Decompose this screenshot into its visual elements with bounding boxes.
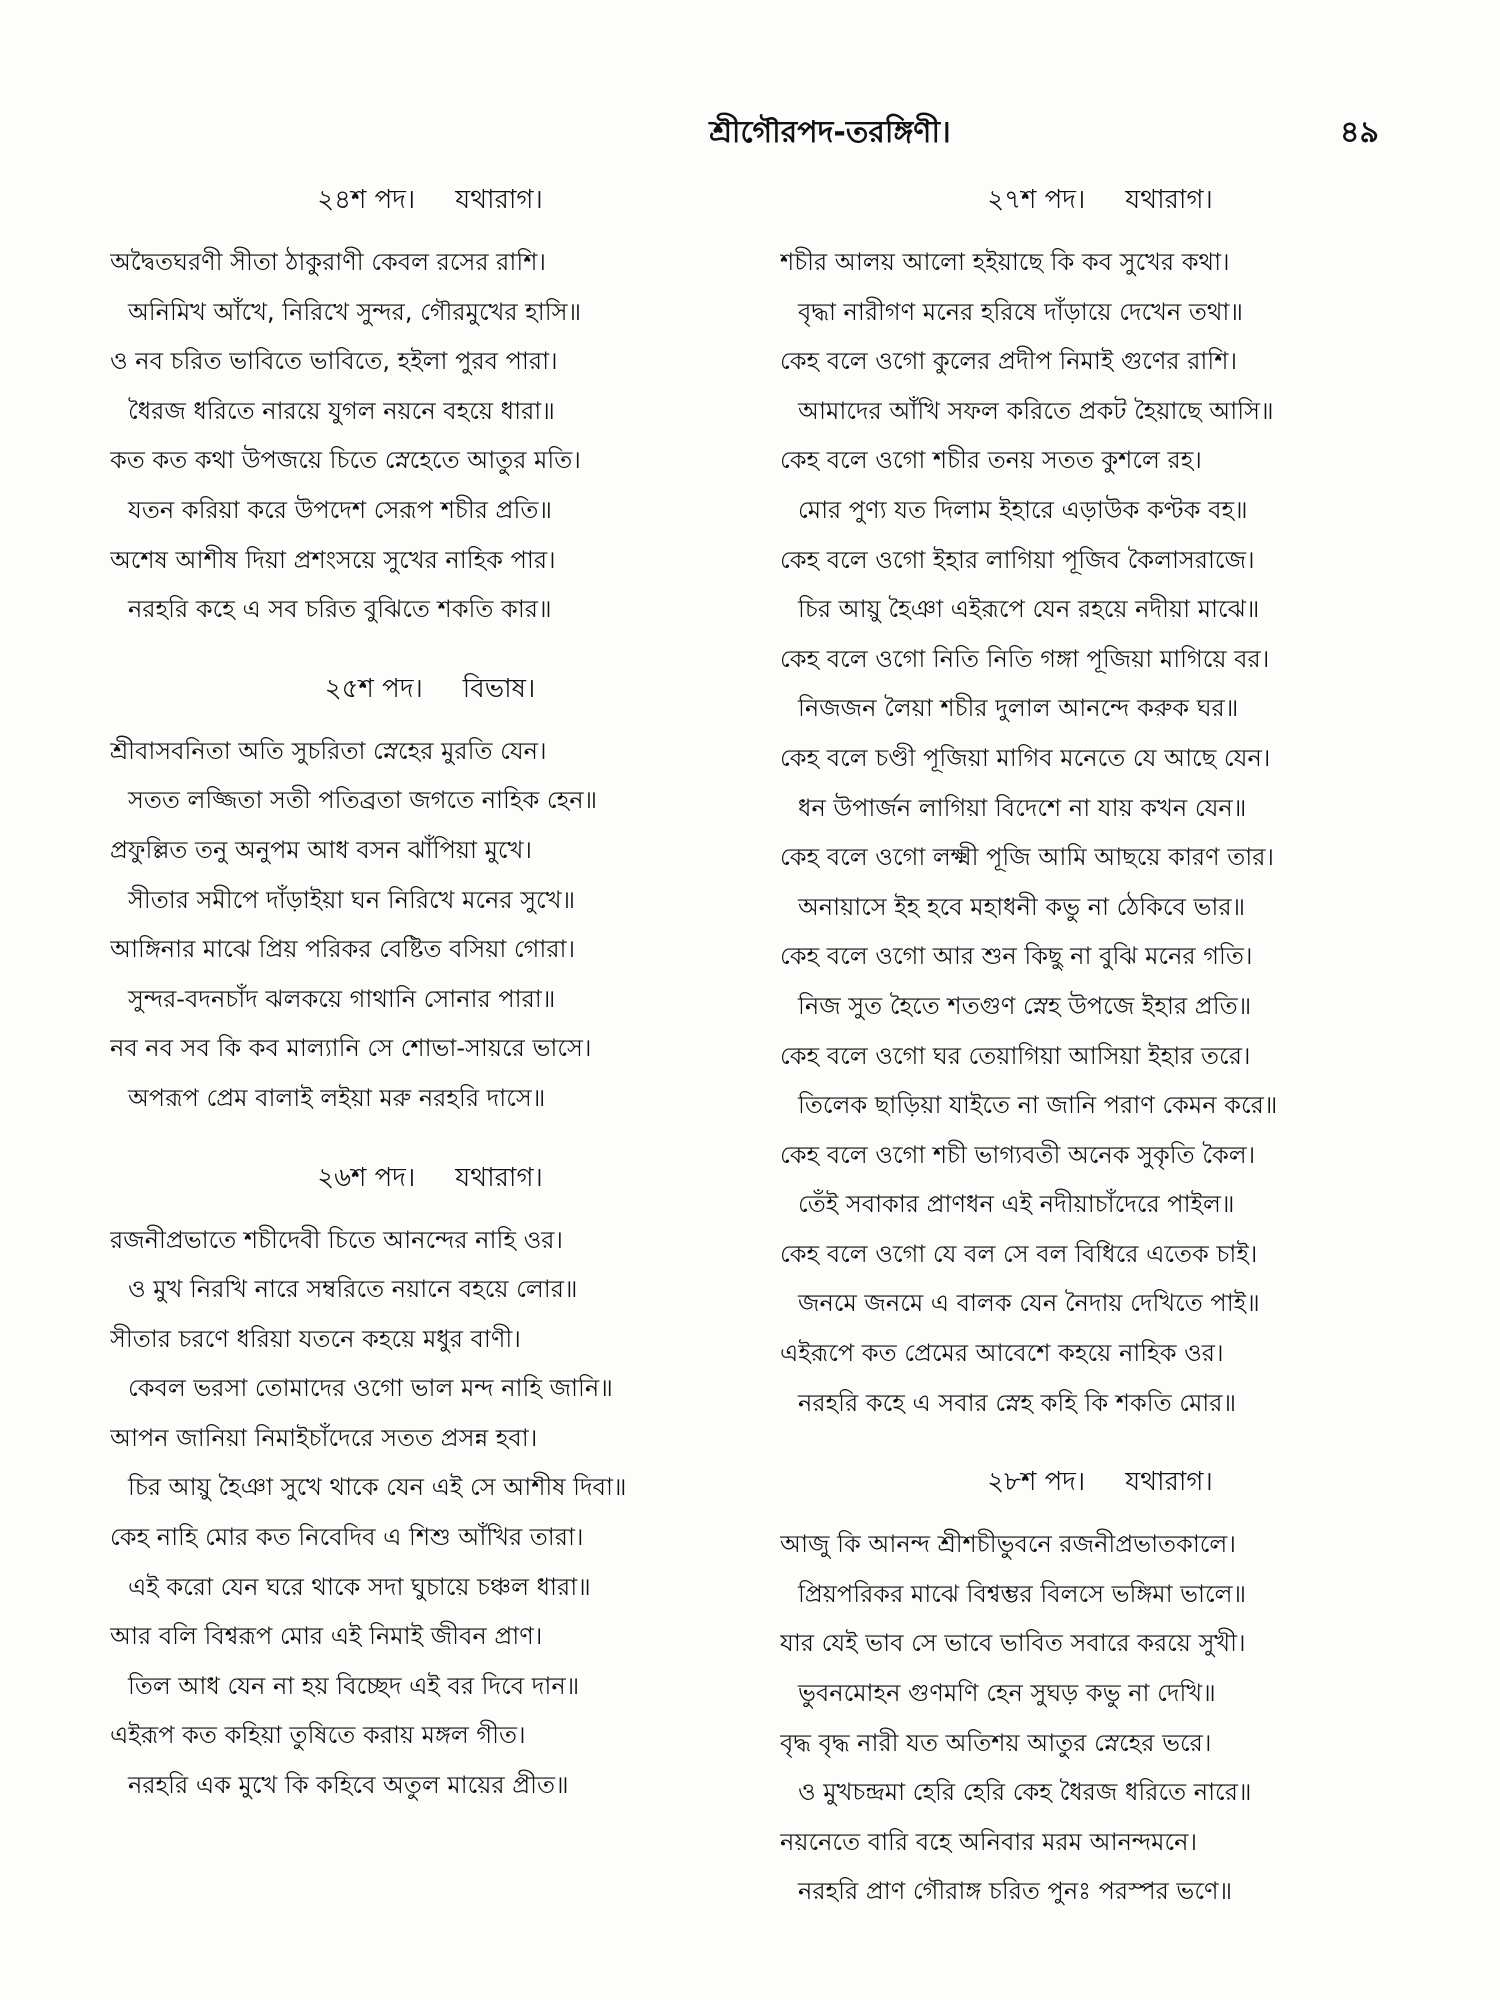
poem-number: ২৭শ পদ।	[987, 185, 1086, 215]
poem-line: অপরূপ প্রেম বালাই লইয়া মরু নরহরি দাসে॥	[128, 1083, 546, 1112]
poem-number: ২৪শ পদ।	[317, 185, 416, 215]
poem-line: ধন উপার্জন লাগিয়া বিদেশে না যায় কখন যেন॥	[798, 793, 1247, 822]
poem-number: ২৮শ পদ।	[987, 1467, 1086, 1498]
poem-line: কেহ বলে ওগো কুলের প্রদীপ নিমাই গুণের রাশি।	[780, 347, 1238, 376]
poem-27	[780, 180, 1420, 1428]
poem-line: কেহ নাহি মোর কত নিবেদিব এ শিশু আঁখির তারা।	[110, 1523, 584, 1552]
poem-line: ভুবনমোহন গুণমণি হেন সুঘড় কভু না দেখি॥	[798, 1679, 1216, 1708]
poem-line: সীতার চরণে ধরিয়া যতনে কহয়ে মধুর বাণী।	[110, 1324, 521, 1353]
page-number: ৪৯	[1340, 115, 1379, 150]
poem-line: ও নব চরিত ভাবিতে ভাবিতে, হইলা পুরব পারা।	[110, 347, 558, 376]
poem-line: এইরূপ কত কহিয়া তুষিতে করায় মঙ্গল গীত।	[110, 1721, 526, 1750]
poem-heading	[110, 180, 750, 220]
poem-line: কেহ বলে ওগো শচীর তনয় সতত কুশলে রহ।	[780, 446, 1202, 475]
poem-heading	[780, 1462, 1420, 1502]
poem-number: ২৬শ পদ।	[317, 1162, 416, 1193]
poem-line: আপন জানিয়া নিমাইচাঁদেরে সতত প্রসন্ন হবা।	[110, 1423, 538, 1452]
right-column	[780, 180, 1420, 1951]
poem-26	[110, 1158, 750, 1811]
poem-line: কত কত কথা উপজয়ে চিতে স্নেহেতে আতুর মতি।	[110, 446, 581, 475]
poem-line: তিল আধ যেন না হয় বিচ্ছেদ এই বর দিবে দান॥	[128, 1671, 580, 1700]
poem-heading	[110, 669, 750, 709]
poem-line: চির আয়ু হৈঞা এইরূপে যেন রহয়ে নদীয়া মাঝে॥	[798, 595, 1260, 624]
poem-line: শচীর আলয় আলো হইয়াছে কি কব সুখের কথা।	[780, 248, 1230, 276]
poem-line: কেহ বলে ওগো নিতি নিতি গঙ্গা পূজিয়া মাগিয়ে বর।	[780, 644, 1270, 673]
poem-line: প্রফুল্লিত তনু অনুপম আধ বসন ঝাঁপিয়া মুখে।	[110, 835, 532, 864]
poem-raga: যথারাগ।	[455, 185, 543, 215]
poem-line: আঙ্গিনার মাঝে প্রিয় পরিকর বেষ্টিত বসিয়া গোরা।	[110, 935, 576, 964]
poem-line: এই করো যেন ঘরে থাকে সদা ঘুচায়ে চঞ্চল ধারা॥	[128, 1572, 591, 1601]
poem-line: অনিমিখ আঁখে, নিরিখে সুন্দর, গৌরমুখের হাসি॥	[128, 297, 582, 326]
poem-raga: যথারাগ।	[455, 1162, 543, 1193]
poem-line: অশেষ আশীষ দিয়া প্রশংসয়ে সুখের নাহিক পার।	[110, 545, 556, 574]
poem-line: আর বলি বিশ্বরূপ মোর এই নিমাই জীবন প্রাণ।	[110, 1622, 543, 1651]
poem-raga: যথারাগ।	[1125, 1467, 1213, 1498]
poem-line: জনমে জনমে এ বালক যেন নৈদায় দেখিতে পাই॥	[798, 1289, 1260, 1318]
poem-line: নয়নেতে বারি বহে অনিবার মরম আনন্দমনে।	[780, 1827, 1198, 1856]
poem-raga: বিভাষ।	[462, 673, 536, 704]
poem-line: আজু কি আনন্দ শ্রীশচীভুবনে রজনীপ্রভাতকালে।	[780, 1530, 1236, 1559]
poem-line: চির আয়ু হৈঞা সুখে থাকে যেন এই সে আশীষ দিবা॥	[128, 1473, 627, 1502]
poem-raga: যথারাগ।	[1125, 185, 1213, 215]
poem-line: এইরূপে কত প্রেমের আবেশে কহয়ে নাহিক ওর।	[780, 1339, 1224, 1368]
poem-line: অদ্বৈতঘরণী সীতা ঠাকুরাণী কেবল রসের রাশি।	[110, 248, 546, 276]
poem-line: রজনীপ্রভাতে শচীদেবী চিতে আনন্দের নাহি ওর।	[110, 1225, 564, 1254]
poem-line: বৃদ্ধ বৃদ্ধ নারী যত অতিশয় আতুর স্নেহের ভরে।	[780, 1728, 1212, 1757]
poem-line: কেহ বলে ওগো ইহার লাগিয়া পূজিব কৈলাসরাজে।	[780, 545, 1255, 574]
poem-line: নিজ সুত হৈতে শতগুণ স্নেহ উপজে ইহার প্রতি॥	[798, 991, 1252, 1020]
poem-line: কেবল ভরসা তোমাদের ওগো ভাল মন্দ নাহি জানি॥	[128, 1374, 613, 1403]
poem-line: কেহ বলে ওগো লক্ষ্মী পূজি আমি আছয়ে কারণ তার।	[780, 843, 1275, 872]
poem-heading	[110, 1158, 750, 1198]
poem-heading	[780, 180, 1420, 220]
running-title: শ্রীগৌরপদ-তরঙ্গিণী।	[709, 115, 951, 150]
poem-line: ও মুখ নিরখি নারে সম্বরিতে নয়ানে বহয়ে লোর॥	[128, 1275, 578, 1304]
poem-line: যতন করিয়া করে উপদেশ সেরূপ শচীর প্রতি॥	[128, 495, 552, 524]
poem-line: নব নব সব কি কব মাল্যানি সে শোভা-সায়রে ভাসে।	[110, 1034, 592, 1063]
poem-line: সুন্দর-বদনচাঁদ ঝলকয়ে গাথানি সোনার পারা॥	[128, 984, 556, 1013]
poem-line: কেহ বলে ওগো আর শুন কিছু না বুঝি মনের গতি।	[780, 942, 1253, 971]
poem-line: নরহরি এক মুখে কি কহিবে অতুল মায়ের প্রীত॥	[128, 1771, 569, 1800]
poem-28	[780, 1462, 1420, 1917]
running-header	[0, 108, 1500, 148]
poem-number: ২৫শ পদ।	[324, 673, 423, 704]
poem-line: কেহ বলে ওগো যে বল সে বল বিধিরে এতেক চাই।	[780, 1239, 1258, 1268]
poem-line: সীতার সমীপে দাঁড়াইয়া ঘন নিরিখে মনের সুখে॥	[128, 885, 576, 914]
poem-line: কেহ বলে চণ্ডী পূজিয়া মাগিব মনেতে যে আছে যেন।	[780, 743, 1271, 772]
poem-line: প্রিয়পরিকর মাঝে বিশ্বম্ভর বিলসে ভঙ্গিমা ভালে॥	[798, 1579, 1247, 1608]
poem-line: ধৈরজ ধরিতে নারয়ে যুগল নয়নে বহয়ে ধারা॥	[128, 396, 555, 425]
left-column	[110, 180, 750, 1845]
poem-line: ও মুখচন্দ্রমা হেরি হেরি কেহ ধৈরজ ধরিতে নারে॥	[798, 1778, 1252, 1807]
poem-line: নিজজন লৈয়া শচীর দুলাল আনন্দে করুক ঘর॥	[798, 694, 1239, 723]
poem-line: তিলেক ছাড়িয়া যাইতে না জানি পরাণ কেমন করে॥	[798, 1091, 1278, 1120]
poem-line: নরহরি প্রাণ গৌরাঙ্গ চরিত পুনঃ পরস্পর ভণে॥	[798, 1877, 1233, 1906]
poem-line: নরহরি কহে এ সবার স্নেহ কহি কি শকতি মোর॥	[798, 1388, 1237, 1417]
poem-line: কেহ বলে ওগো শচী ভাগ্যবতী অনেক সুকৃতি কৈল।	[780, 1140, 1256, 1169]
poem-line: সতত লজ্জিতা সতী পতিব্রতা জগতে নাহিক হেন॥	[128, 786, 598, 815]
poem-line: নরহরি কহে এ সব চরিত বুঝিতে শকতি কার॥	[128, 595, 552, 624]
poem-24	[110, 180, 750, 635]
poem-line: অনায়াসে ইহ হবে মহাধনী কভু না ঠেকিবে ভার॥	[798, 892, 1246, 921]
poem-line: তেঁই সবাকার প্রাণধন এই নদীয়াচাঁদেরে পাইল॥	[798, 1190, 1235, 1219]
poem-line: শ্রীবাসবনিতা অতি সুচরিতা স্নেহের মুরতি যেন।	[110, 736, 547, 765]
poem-25	[110, 669, 750, 1124]
poem-line: মোর পুণ্য যত দিলাম ইহারে এড়াউক কণ্টক বহ॥	[798, 495, 1248, 524]
poem-line: যার যেই ভাব সে ভাবে ভাবিত সবারে করয়ে সুখী।	[780, 1629, 1246, 1658]
poem-line: আমাদের আঁখি সফল করিতে প্রকট হৈয়াছে আসি॥	[798, 396, 1274, 425]
poem-line: কেহ বলে ওগো ঘর তেয়াগিয়া আসিয়া ইহার তরে।	[780, 1041, 1251, 1070]
poem-line: বৃদ্ধা নারীগণ মনের হরিষে দাঁড়ায়ে দেখেন তথা॥	[798, 297, 1243, 326]
